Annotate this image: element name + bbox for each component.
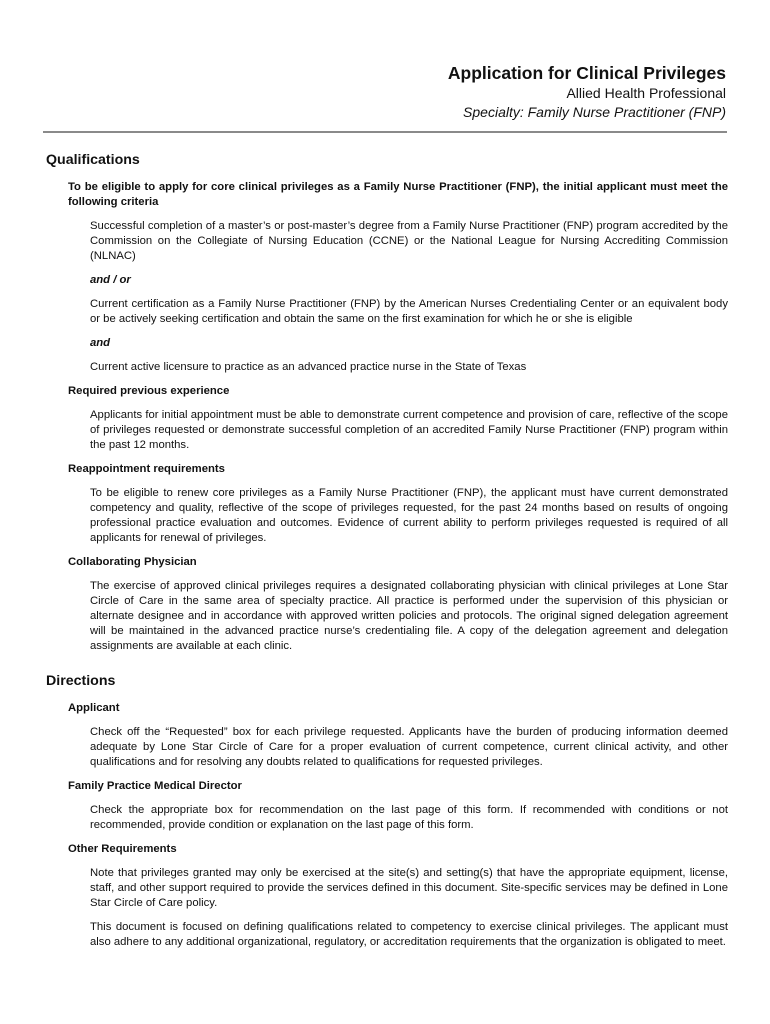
criterion-education: Successful completion of a master’s or post-master’s degree from a Family Nurse Practitioner (FNP) program accredited by the Commission on the Collegiate of Nursing Education (CCNE) or the National League for Nursing Accrediting Commission (NLNAC) bbox=[90, 220, 728, 262]
other-requirements-text-2: This document is focused on defining qualifications related to competency to exercise clinical privileges. The applicant must also adhere to any additional organizational, regulatory, or accreditation requirements that the organization is obligated to meet. bbox=[90, 921, 728, 948]
qualifications-heading: Qualifications bbox=[46, 152, 140, 168]
document-specialty: Specialty: Family Nurse Practitioner (FNP) bbox=[463, 104, 726, 120]
conjunction-and: and bbox=[90, 337, 111, 349]
applicant-text: Check off the “Requested” box for each privilege requested. Applicants have the burden of producing information deemed adequate by Lone Star Circle of Care for a proper evaluation of current competence, current clinical activity, and other qualifications and for resolving any doubts related to qualifications for requested privileges. bbox=[90, 726, 728, 768]
applicant-heading: Applicant bbox=[68, 702, 120, 714]
document-body bbox=[46, 150, 728, 959]
physician-text: The exercise of approved clinical privileges requires a designated collaborating physician with clinical privileges at Lone Star Circle of Care in the same area of specialty practice. All practice is performed under the supervision of this physician or alternate designee and in accordance with approved written policies and protocols. The original signed delegation agreement will be maintained in the advanced practice nurse’s credentialing file. A copy of the delegation agreement and delegation assignments are available at each clinic. bbox=[90, 580, 728, 652]
header-divider bbox=[43, 131, 727, 133]
experience-heading: Required previous experience bbox=[68, 385, 230, 397]
directions-section bbox=[46, 671, 728, 950]
other-requirements-text-1: Note that privileges granted may only be exercised at the site(s) and setting(s) that have the appropriate equipment, license, staff, and other support required to provide the services defined in this document. Site-specific services may be defined in Lone Star Circle of Care policy. bbox=[90, 867, 728, 909]
criterion-certification: Current certification as a Family Nurse Practitioner (FNP) by the American Nurses Credentialing Center or an equivalent body or be actively seeking certification and obtain the same on the first examination for which he or she is eligible bbox=[90, 298, 728, 325]
qualifications-section bbox=[46, 150, 728, 654]
criteria-intro: To be eligible to apply for core clinical privileges as a Family Nurse Practitioner (FNP), the initial applicant must meet the following criteria bbox=[68, 181, 728, 208]
directions-heading: Directions bbox=[46, 673, 116, 689]
other-requirements-heading: Other Requirements bbox=[68, 843, 177, 855]
physician-heading: Collaborating Physician bbox=[68, 556, 197, 568]
experience-text: Applicants for initial appointment must be able to demonstrate current competence and provision of care, reflective of the scope of privileges requested or demonstrate successful completion of an accredited Family Nurse Practitioner (FNP) program within the past 12 months. bbox=[90, 409, 728, 451]
document-title: Application for Clinical Privileges bbox=[447, 63, 726, 83]
reappointment-heading: Reappointment requirements bbox=[68, 463, 225, 475]
reappointment-text: To be eligible to renew core privileges as a Family Nurse Practitioner (FNP), the applicant must have current demonstrated competency and quality, reflective of the scope of privileges requested, for the past 24 months based on results of ongoing professional practice evaluation and outcomes. Evidence of current ability to perform privileges requested is required of all applicants for renewal of privileges. bbox=[90, 487, 728, 544]
director-heading: Family Practice Medical Director bbox=[68, 780, 242, 792]
document-header bbox=[448, 62, 726, 122]
director-text: Check the appropriate box for recommendation on the last page of this form. If recommended with conditions or not recommended, provide condition or explanation on the last page of this form. bbox=[90, 804, 728, 831]
conjunction-and-or: and / or bbox=[90, 274, 131, 286]
criterion-licensure: Current active licensure to practice as an advanced practice nurse in the State of Texas bbox=[90, 361, 527, 373]
document-subtitle: Allied Health Professional bbox=[566, 85, 726, 101]
